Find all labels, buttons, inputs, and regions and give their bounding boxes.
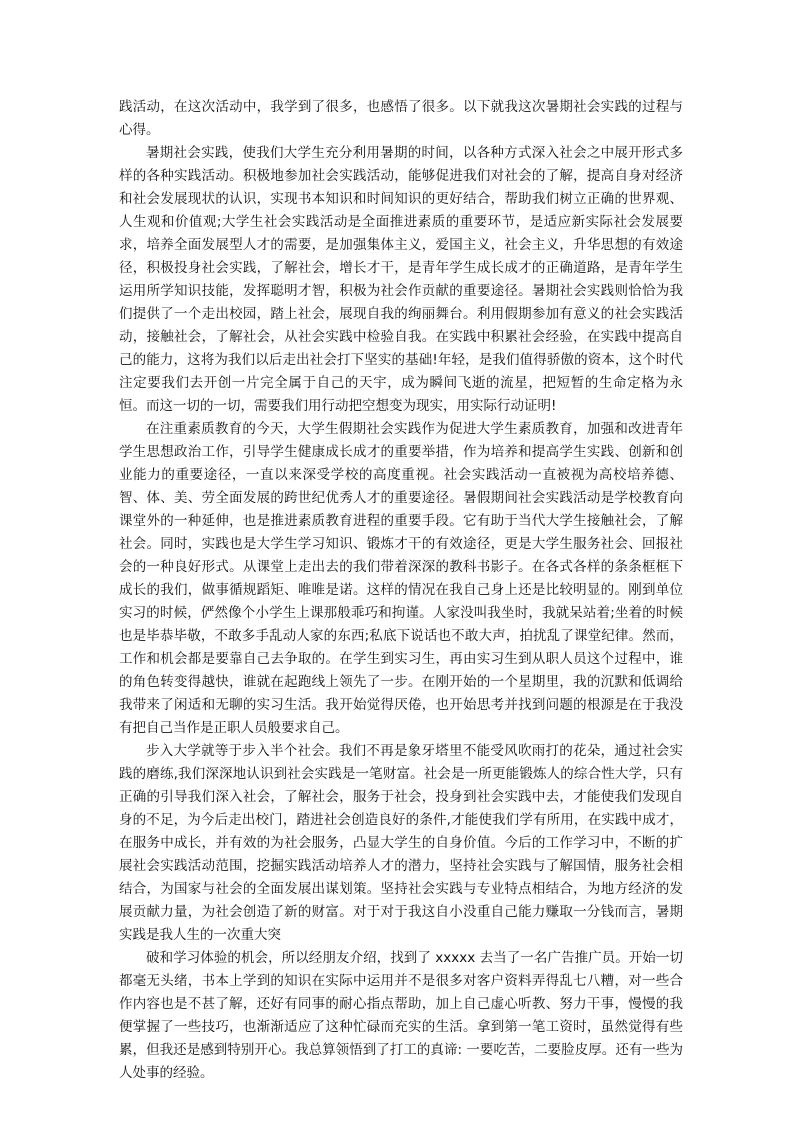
document-page [119, 96, 683, 1085]
paragraph-4: 步入大学就等于步入半个社会。我们不再是象牙塔里不能受风吹雨打的花朵，通过社会实践的磨练,我们深深地认识到社会实践是一笔财富。社会是一所更能锻炼人的综合性大学，只有正确的引导我们深入社会，了解社会，服务于社会，投身到社会实践中去，才能使我们发现自身的不足，为今后走出校门，踏进社会创造良好的条件,才能使我们学有所用，在实践中成才，在服务中成长，并有效的为社会服务，凸显大学生的自身价值。今后的工作学习中，不断的扩展社会实践活动范围，挖掘实践活动培养人才的潜力，坚持社会实践与了解国情，服务社会相结合，为国家与社会的全面发展出谋划策。坚持社会实践与专业特点相结合，为地方经济的发展贡献力量，为社会创造了新的财富。对于对于我这自小没重自己能力赚取一分钱而言，暑期实践是我人生的一次重大突 [119, 743, 683, 943]
paragraph-5: 破和学习体验的机会，所以经朋友介绍，找到了 xxxxx 去当了一名广告推广员。开始一切都毫无头绪，书本上学到的知识在实际中运用并不是很多对客户资料弄得乱七八糟，对一些合作内容也是不甚了解，还好有同事的耐心指点帮助，加上自己虚心听教、努力干事，慢慢的我便掌握了一些技巧，也渐渐适应了这种忙碌而充实的生活。拿到第一笔工资时，虽然觉得有些累，但我还是感到特别开心。我总算领悟到了打工的真谛: 一要吃苦，二要脸皮厚。还有一些为人处事的经验。 [119, 950, 683, 1081]
paragraph-1: 践活动，在这次活动中，我学到了很多，也感悟了很多。以下就我这次暑期社会实践的过程与心得。 [119, 99, 683, 138]
paragraph-2: 暑期社会实践，使我们大学生充分利用暑期的时间，以各种方式深入社会之中展开形式多样的各种实践活动。积极地参加社会实践活动，能够促进我们对社会的了解，提高自身对经济和社会发展现状的认识，实现书本知识和时间知识的更好结合，帮助我们树立正确的世界观、人生观和价值观;大学生社会实践活动是全面推进素质的重要环节，是适应新实际社会发展要求，培养全面发展型人才的需要，是加强集体主义，爱国主义，社会主义，升华思想的有效途径，积极投身社会实践，了解社会，增长才干，是青年学生成长成才的正确道路，是青年学生运用所学知识技能，发挥聪明才智，积极为社会作贡献的重要途径。暑期社会实践则恰恰为我们提供了一个走出校园，踏上社会，展现自我的绚丽舞台。利用假期参加有意义的社会实践活动，接触社会，了解社会，从社会实践中检验自我。在实践中积累社会经验，在实践中提高自己的能力，这将为我们以后走出社会打下坚实的基础!年轻，是我们值得骄傲的资本，这个时代注定要我们去开创一片完全属于自己的天宇，成为瞬间飞逝的流星，把短暂的生命定格为永恒。而这一切的一切，需要我们用行动把空想变为现实，用实际行动证明! [119, 145, 683, 414]
paragraph-3: 在注重素质教育的今天，大学生假期社会实践作为促进大学生素质教育，加强和改进青年学生思想政治工作，引导学生健康成长成才的重要举措，作为培养和提高学生实践、创新和创业能力的重要途径，一直以来深受学校的高度重视。社会实践活动一直被视为高校培养德、智、体、美、劳全面发展的跨世纪优秀人才的重要途径。暑假期间社会实践活动是学校教育向课堂外的一种延伸，也是推进素质教育进程的重要手段。它有助于当代大学生接触社会，了解社会。同时，实践也是大学生学习知识、锻炼才干的有效途径，更是大学生服务社会、回报社会的一种良好形式。从课堂上走出去的我们带着深深的教科书影子。在各式各样的条条框框下成长的我们，做事循规蹈矩、唯唯是诺。这样的情况在我自己身上还是比较明显的。刚到单位实习的时候，俨然像个小学生上课那般乖巧和拘谨。人家没叫我坐时，我就呆站着;坐着的时候也是毕恭毕敬，不敢多手乱动人家的东西;私底下说话也不敢大声，拍扰乱了课堂纪律。然而，工作和机会都是要靠自己去争取的。在学生到实习生，再由实习生到从职人员这个过程中，谁的角色转变得越快，谁就在起跑线上领先了一步。在刚开始的一个星期里，我的沉默和低调给我带来了闲适和无聊的实习生活。我开始觉得厌倦，也开始思考并找到问题的根源是在于我没有把自己当作是正职人员般要求自己。 [119, 421, 683, 736]
